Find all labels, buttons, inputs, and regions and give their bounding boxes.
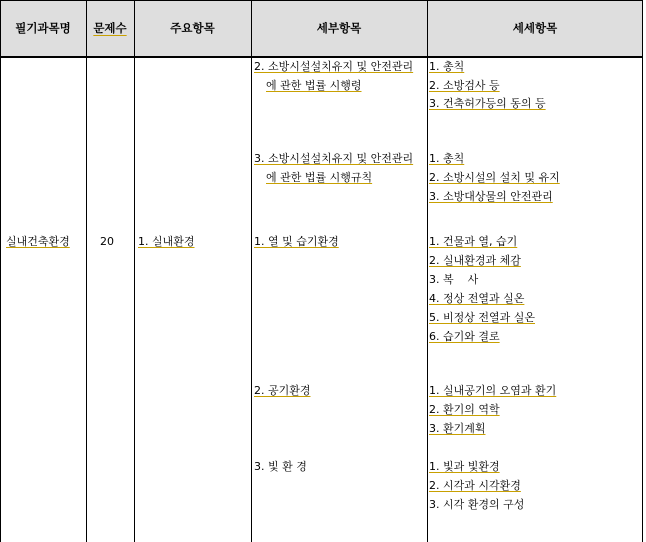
header-subject-label: 필기과목명 <box>15 21 71 35</box>
question-count: 20 <box>100 235 114 248</box>
sub-item-line: 에 관한 법률 시행령 <box>266 79 362 92</box>
detail-item: 1. 총칙 <box>429 152 465 165</box>
header-count <box>86 0 134 57</box>
header-detail-label: 세세항목 <box>512 21 558 35</box>
header-subject <box>0 0 86 57</box>
header-sub-label: 세부항목 <box>316 21 362 35</box>
subject-name: 실내건축환경 <box>6 235 70 248</box>
detail-item: 1. 총칙 <box>429 60 465 73</box>
detail-item: 3. 복 사 <box>429 273 479 286</box>
header-sub-item <box>251 0 427 57</box>
detail-item: 4. 정상 전열과 실온 <box>429 292 525 305</box>
col-divider <box>427 0 428 542</box>
detail-item: 3. 소방대상물의 안전관리 <box>429 190 553 203</box>
header-count-label: 문제수 <box>93 21 127 35</box>
header-main-label: 주요항목 <box>170 21 215 35</box>
top-border <box>0 0 643 1</box>
sub-item-line: 2. 공기환경 <box>254 384 311 397</box>
detail-item: 1. 빛과 빛환경 <box>429 460 500 473</box>
sub-item-line: 1. 열 및 습기환경 <box>254 235 339 248</box>
sub-item-line: 2. 소방시설설치유지 및 안전관리 <box>254 60 414 73</box>
sub-item-line: 에 관한 법률 시행규칙 <box>266 171 373 184</box>
detail-item: 2. 시각과 시각환경 <box>429 479 521 492</box>
col-divider <box>0 0 1 542</box>
col-divider <box>251 0 252 542</box>
sub-item-line: 3. 빛 환 경 <box>254 460 307 473</box>
detail-item: 2. 실내환경과 체감 <box>429 254 521 267</box>
col-divider <box>642 0 643 542</box>
detail-item: 3. 환기계획 <box>429 422 486 435</box>
col-divider <box>86 0 87 542</box>
detail-item: 1. 건물과 열, 습기 <box>429 235 518 248</box>
main-item: 1. 실내환경 <box>138 235 195 248</box>
detail-item: 5. 비정상 전열과 실온 <box>429 311 535 324</box>
detail-item: 1. 실내공기의 오염과 환기 <box>429 384 557 397</box>
detail-item: 3. 시각 환경의 구성 <box>429 498 525 511</box>
detail-item: 2. 환기의 역학 <box>429 403 500 416</box>
detail-item: 2. 소방시설의 설치 및 유지 <box>429 171 560 184</box>
header-main-item <box>134 0 251 57</box>
detail-item: 2. 소방검사 등 <box>429 79 500 92</box>
header-detail-item <box>427 0 643 57</box>
col-divider <box>134 0 135 542</box>
sub-item-line: 3. 소방시설설치유지 및 안전관리 <box>254 152 414 165</box>
detail-item: 3. 건축허가등의 동의 등 <box>429 97 546 110</box>
detail-item: 6. 습기와 결로 <box>429 330 500 343</box>
